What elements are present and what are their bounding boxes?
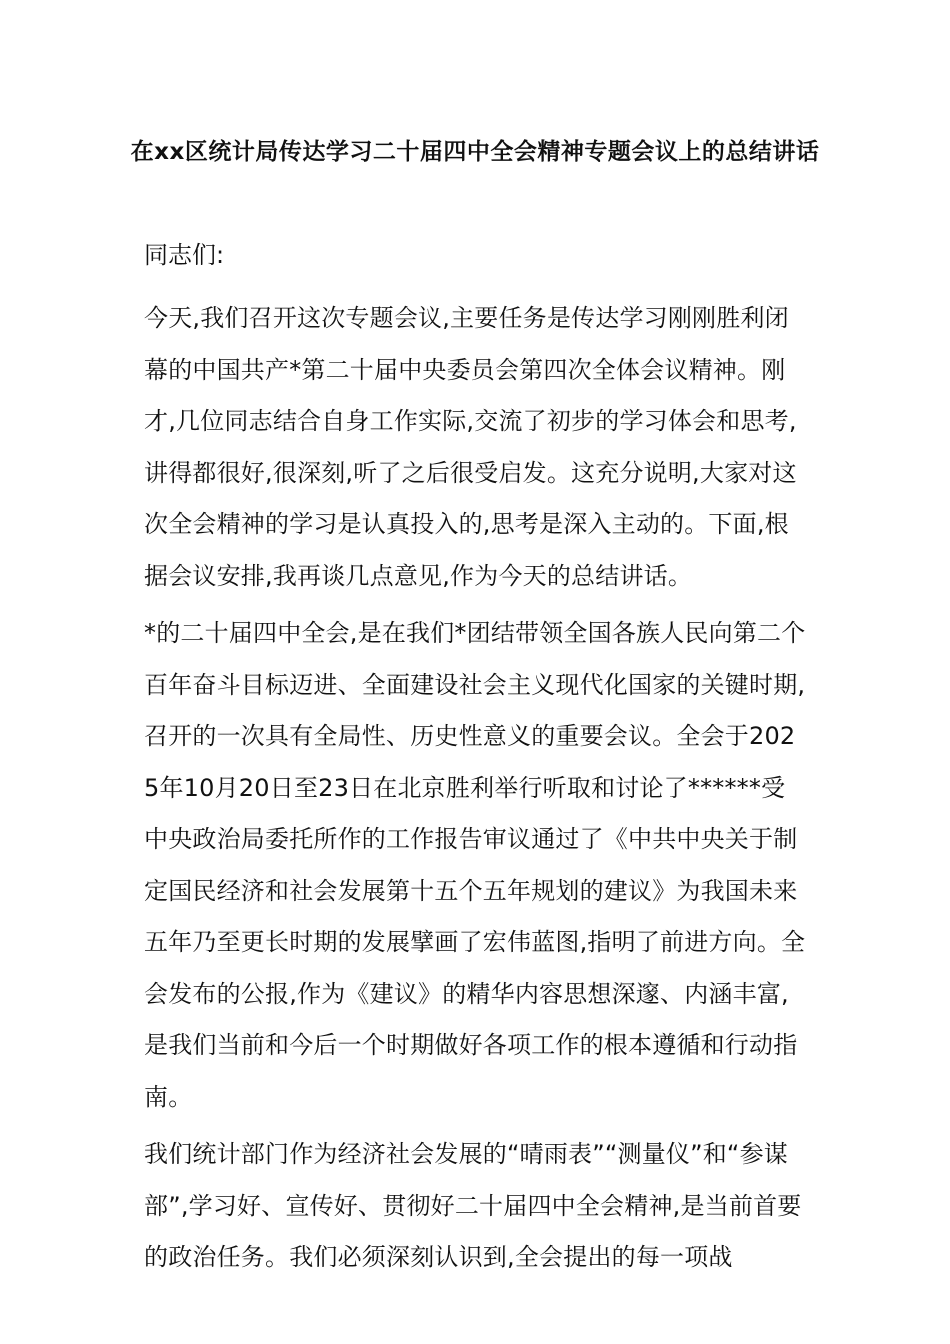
paragraph-1: 今天,我们召开这次专题会议,主要任务是传达学习刚刚胜利闭幕的中国共产*第二十届中央委员会第四次全体会议精神。刚才,几位同志结合自身工作实际,交流了初步的学习体会和思考,讲得都很好,很深刻,听了之后很受启发。这充分说明,大家对这次全会精神的学习是认真投入的,思考是深入主动的。下面,根据会议安排,我再谈几点意见,作为今天的总结讲话。 [144,304,797,590]
greeting: 同志们: [144,241,225,269]
paragraph-3: 我们统计部门作为经济社会发展的“晴雨表”“测量仪”和“参谋部”,学习好、宣传好、贯彻好二十届四中全会精神,是当前首要的政治任务。我们必须深刻认识到,全会提出的每一项战 [144,1140,802,1271]
document-title: 在xx区统计局传达学习二十届四中全会精神专题会议上的总结讲话 [130,139,820,165]
document-body [144,230,808,1290]
paragraph-2: *的二十届四中全会,是在我们*团结带领全国各族人民向第二个百年奋斗目标迈进、全面建设社会主义现代化国家的关键时期,召开的一次具有全局性、历史性意义的重要会议。全会于2025年10月20日至23日在北京胜利举行听取和讨论了******受中央政治局委托所作的工作报告审议通过了《中共中央关于制定国民经济和社会发展第十五个五年规划的建议》为我国未来五年乃至更长时期的发展擘画了宏伟蓝图,指明了前进方向。全会发布的公报,作为《建议》的精华内容思想深邃、内涵丰富,是我们当前和今后一个时期做好各项工作的根本遵循和行动指南。 [144,619,806,1111]
